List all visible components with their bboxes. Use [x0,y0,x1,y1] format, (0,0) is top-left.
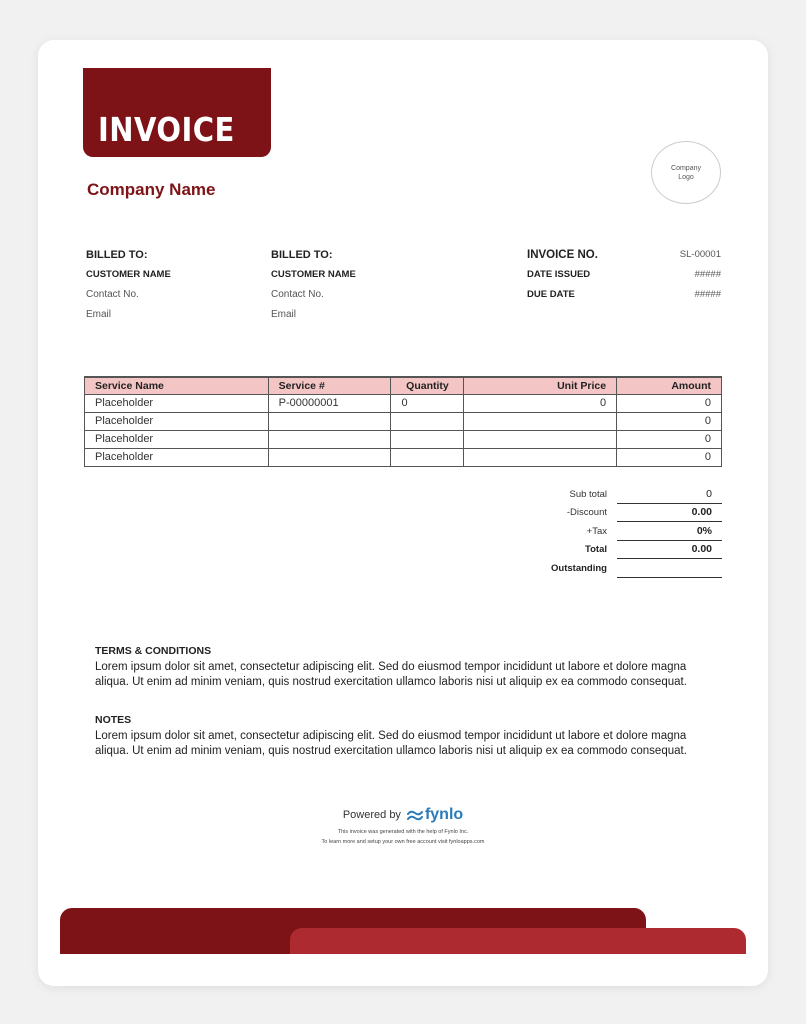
header-service-name: Service Name [85,377,269,394]
total-label: Total [585,544,607,556]
subtotal-label: Sub total [569,488,607,500]
powered-by-footer [38,806,768,847]
invoice-page [38,40,768,986]
total-value: 0.00 [617,541,722,560]
customer-email: Email [271,309,297,320]
table-row [85,430,722,448]
header-quantity: Quantity [391,377,464,394]
subtotal-row [528,485,722,504]
cell-quantity: 0 [391,394,464,412]
invoice-number-value: SL-00001 [679,249,721,260]
invoice-number-label: INVOICE NO. [527,249,598,261]
cell-service-number [268,412,391,430]
table-row [85,394,722,412]
cell-service-number [268,448,391,466]
cell-service-number [268,430,391,448]
footer-note-1: This invoice was generated with the help of Fynlo Inc. [337,829,469,835]
terms-text: Lorem ipsum dolor sit amet, consectetur adipiscing elit. Sed do eiusmod tempor incididunt ut labore et dolore magna aliqua. Ut enim ad minim veniam, quis nostrud exercitation ullamco laboris nisi ut aliquip ex ea commodo consequat. [95,661,687,688]
billed-to-label: BILLED TO: [271,249,333,261]
invoice-title-banner [83,68,271,157]
discount-value: 0.00 [617,504,722,523]
cell-quantity [391,448,464,466]
table-row [85,448,722,466]
company-name: Company Name [87,180,216,199]
table-header-row [85,377,722,394]
due-date-label: DUE DATE [527,289,575,300]
tax-value: 0% [617,522,722,541]
notes-section [95,714,695,759]
header-amount: Amount [617,377,722,394]
billed-to-block-2 [271,248,431,328]
cell-quantity [391,430,464,448]
customer-email: Email [86,309,112,320]
terms-section [95,645,695,690]
cell-amount: 0 [617,394,722,412]
discount-row [528,504,722,523]
table-row [85,412,722,430]
cell-unit-price: 0 [464,394,617,412]
outstanding-row [528,559,722,578]
cell-unit-price [464,412,617,430]
powered-by-label: Powered by [342,809,401,821]
contact-number: Contact No. [86,289,139,300]
header-unit-price: Unit Price [464,377,617,394]
cell-quantity [391,412,464,430]
tax-label: +Tax [586,525,607,537]
tax-row [528,522,722,541]
cell-service-name: Placeholder [85,448,269,466]
discount-label: -Discount [566,507,607,519]
fynlo-wave-icon [407,809,423,821]
customer-name: CUSTOMER NAME [86,269,171,280]
notes-text: Lorem ipsum dolor sit amet, consectetur adipiscing elit. Sed do eiusmod tempor incididunt ut labore et dolore magna aliqua. Ut enim ad minim veniam, quis nostrud exercitation ullamco laboris nisi ut aliquip ex ea commodo consequat. [95,730,687,757]
cell-service-name: Placeholder [85,412,269,430]
cell-service-name: Placeholder [85,394,269,412]
outstanding-label: Outstanding [551,562,607,574]
notes-heading: NOTES [95,714,132,726]
invoice-number-row [527,248,721,268]
subtotal-value: 0 [617,485,722,504]
customer-name: CUSTOMER NAME [271,269,356,280]
items-table [84,376,722,467]
page-bottom-margin [38,954,768,986]
totals-block [528,485,722,578]
total-row [528,541,722,560]
date-issued-label: DATE ISSUED [527,269,591,280]
footer-note-2: To learn more and setup your own free account visit fynloapps.com [321,839,485,845]
terms-heading: TERMS & CONDITIONS [95,645,212,657]
due-date-row [527,288,721,308]
date-issued-row [527,268,721,288]
date-issued-value: ##### [694,269,721,280]
cell-unit-price [464,448,617,466]
logo-text: Company Logo [671,164,701,181]
outstanding-value [617,559,722,578]
cell-amount: 0 [617,412,722,430]
header-service-number: Service # [268,377,391,394]
billed-to-label: BILLED TO: [86,249,148,261]
contact-number: Contact No. [271,289,324,300]
fynlo-brand-text: fynlo [424,806,464,823]
cell-amount: 0 [617,430,722,448]
fynlo-brand[interactable] [407,806,463,824]
invoice-title: INVOICE [98,110,235,149]
cell-service-number: P-00000001 [268,394,391,412]
invoice-meta [527,248,721,308]
cell-unit-price [464,430,617,448]
company-logo-placeholder [651,141,721,204]
billed-to-block-1 [86,248,246,328]
cell-service-name: Placeholder [85,430,269,448]
cell-amount: 0 [617,448,722,466]
due-date-value: ##### [694,289,721,300]
